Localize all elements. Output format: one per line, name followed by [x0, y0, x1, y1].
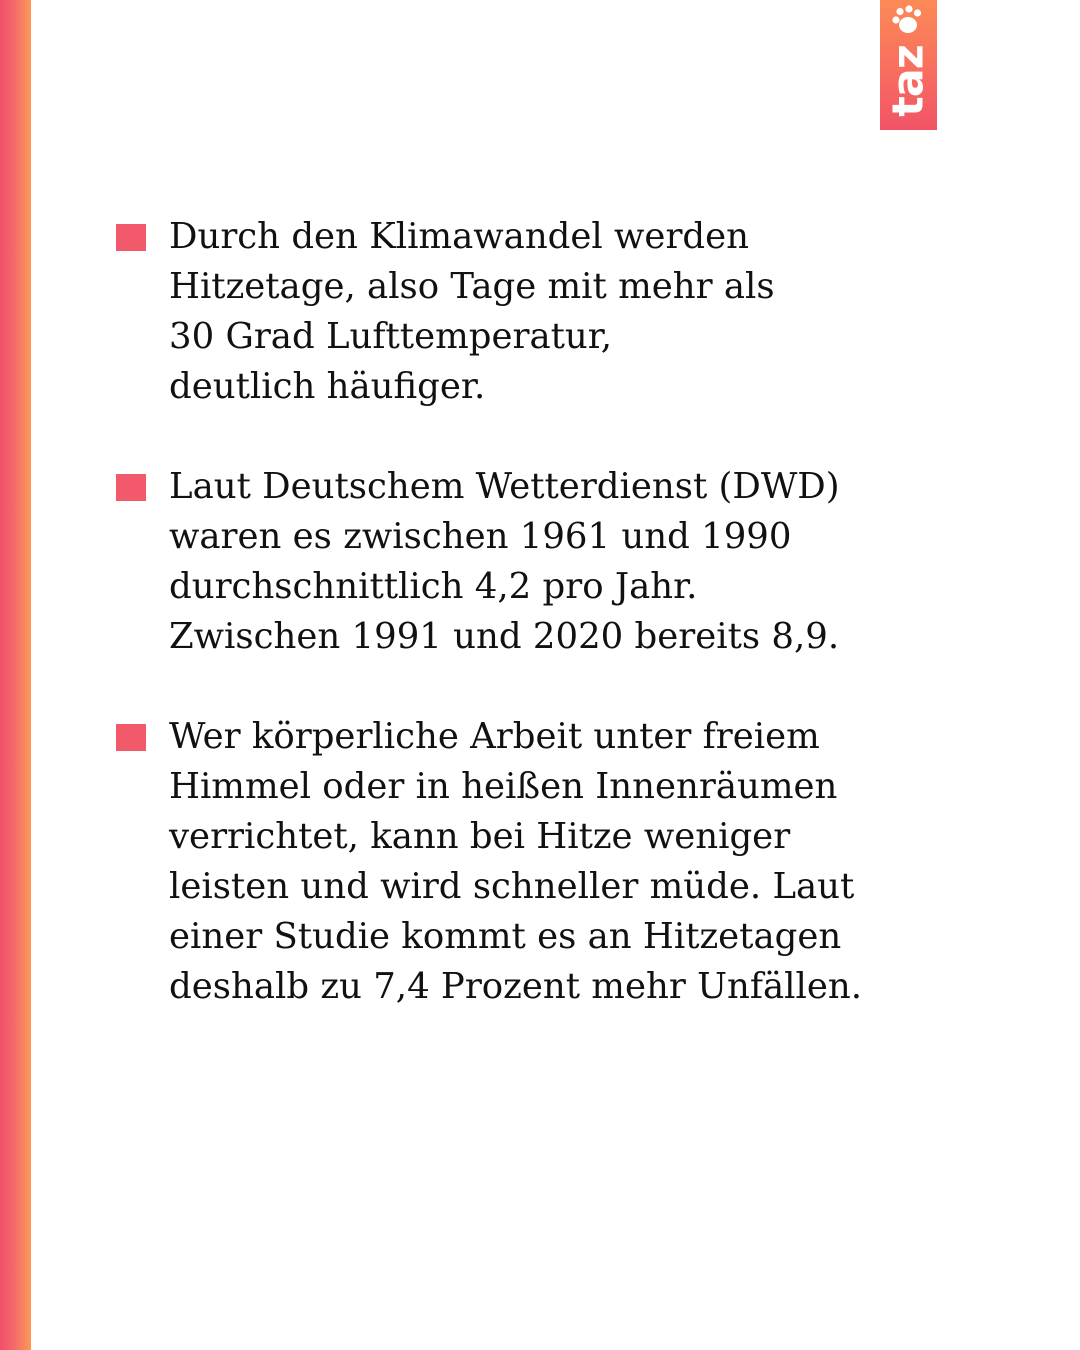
bullet-point-3: [116, 712, 936, 1012]
bullet-point-2: [116, 462, 936, 662]
point-3-line-2: Himmel oder in heißen Innenräumen: [169, 766, 838, 807]
point-3-line-6: deshalb zu 7,4 Prozent mehr Unfällen.: [169, 966, 863, 1007]
point-2-line-2: waren es zwischen 1961 und 1990: [169, 516, 792, 557]
point-2-line-1: Laut Deutschem Wetterdienst (DWD): [169, 466, 840, 507]
point-2-line-4: Zwischen 1991 und 2020 bereits 8,9.: [169, 616, 840, 657]
bullet-square-icon: [116, 224, 146, 251]
point-3-line-4: leisten und wird schneller müde. Laut: [169, 866, 855, 907]
bullet-point-1: [116, 212, 936, 412]
point-1-line-1: Durch den Klimawandel werden: [169, 216, 750, 257]
point-1-line-4: deutlich häufiger.: [169, 366, 486, 407]
point-3-line-1: Wer körperliche Arbeit unter freiem: [169, 716, 820, 757]
bullet-list: [116, 212, 936, 1062]
point-3-line-5: einer Studie kommt es an Hitzetagen: [169, 916, 842, 957]
point-2-line-3: durchschnittlich 4,2 pro Jahr.: [169, 566, 698, 607]
logo-text: taz: [883, 45, 933, 117]
bullet-square-icon: [116, 724, 146, 751]
point-1-line-3: 30 Grad Lufttemperatur,: [169, 316, 613, 357]
point-3-line-3: verrichtet, kann bei Hitze weniger: [169, 816, 791, 857]
accent-bar: [0, 0, 31, 1350]
taz-logo: [880, 0, 937, 130]
bullet-square-icon: [116, 474, 146, 501]
point-1-line-2: Hitzetage, also Tage mit mehr als: [169, 266, 775, 307]
